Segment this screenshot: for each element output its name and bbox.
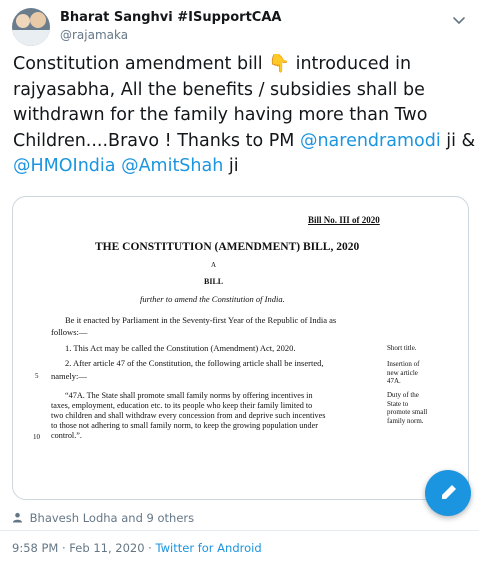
compose-icon xyxy=(425,470,471,516)
person-icon xyxy=(12,512,23,523)
bill-label: BILL xyxy=(204,277,224,286)
divider xyxy=(0,530,479,531)
section-1: 1. This Act may be called the Constitution (Amendment) Act, 2020. xyxy=(65,343,296,353)
avatar[interactable] xyxy=(12,8,50,46)
mention-amitshah[interactable]: @AmitShah xyxy=(121,156,224,176)
section-2-line-2: namely:— xyxy=(51,371,87,381)
line-number-5: 5 xyxy=(35,372,39,380)
bill-a: A xyxy=(211,261,217,269)
mention-hmoindia[interactable]: @HMOIndia xyxy=(13,156,116,176)
tweet-meta xyxy=(12,541,262,555)
tweet-text: Constitution amendment bill 👇 introduced in rajyasabha, All the benefits / subsidies shall be withdrawn for the family having more than Two Children....Bravo ! Thanks to PM @narendramodi ji & @HMOIndia @AmitShah ji xyxy=(13,54,476,176)
attached-image[interactable] xyxy=(12,196,469,500)
timestamp: 9:58 PM · Feb 11, 2020 · xyxy=(12,541,156,555)
section-2-line-1: 2. After article 47 of the Constitution, the following article shall be inserted, xyxy=(65,358,324,368)
user-display-name[interactable]: Bharat Sanghvi #ISupportCAA xyxy=(60,10,282,25)
liked-by[interactable] xyxy=(12,511,194,525)
bill-number: Bill No. III of 2020 xyxy=(308,215,380,225)
chevron-down-icon[interactable] xyxy=(451,12,467,28)
user-handle[interactable]: @rajamaka xyxy=(60,28,129,42)
enact-line-2: follows:— xyxy=(51,327,88,337)
side-note-insertion: Insertion of new article 47A. xyxy=(387,360,420,385)
liked-by-text: Bhavesh Lodha and 9 others xyxy=(29,511,195,525)
bill-further: further to amend the Constitution of India. xyxy=(140,294,285,304)
short-title: Short title. xyxy=(387,344,417,352)
line-number-10: 10 xyxy=(33,433,40,441)
compose-button[interactable] xyxy=(425,470,471,516)
source-link[interactable]: Twitter for Android xyxy=(155,541,262,555)
side-note-duty: Duty of the State to promote small family norm. xyxy=(387,391,428,425)
article-47a: “47A. The State shall promote small family norms by offering incentives in taxes, employment, education etc. to its people who keep their family limited to two children and shall withdraw every concession from and deprive such incentives to those not adhering to small family norm, to keep the growing population under control.”. xyxy=(51,391,326,440)
enact-line-1: Be it enacted by Parliament in the Seventy-first Year of the Republic of India as xyxy=(65,315,337,325)
bill-title: THE CONSTITUTION (AMENDMENT) BILL, 2020 xyxy=(95,241,360,253)
point-down-emoji: 👇 xyxy=(268,54,291,74)
mention-narendramodi[interactable]: @narendramodi xyxy=(299,130,441,151)
